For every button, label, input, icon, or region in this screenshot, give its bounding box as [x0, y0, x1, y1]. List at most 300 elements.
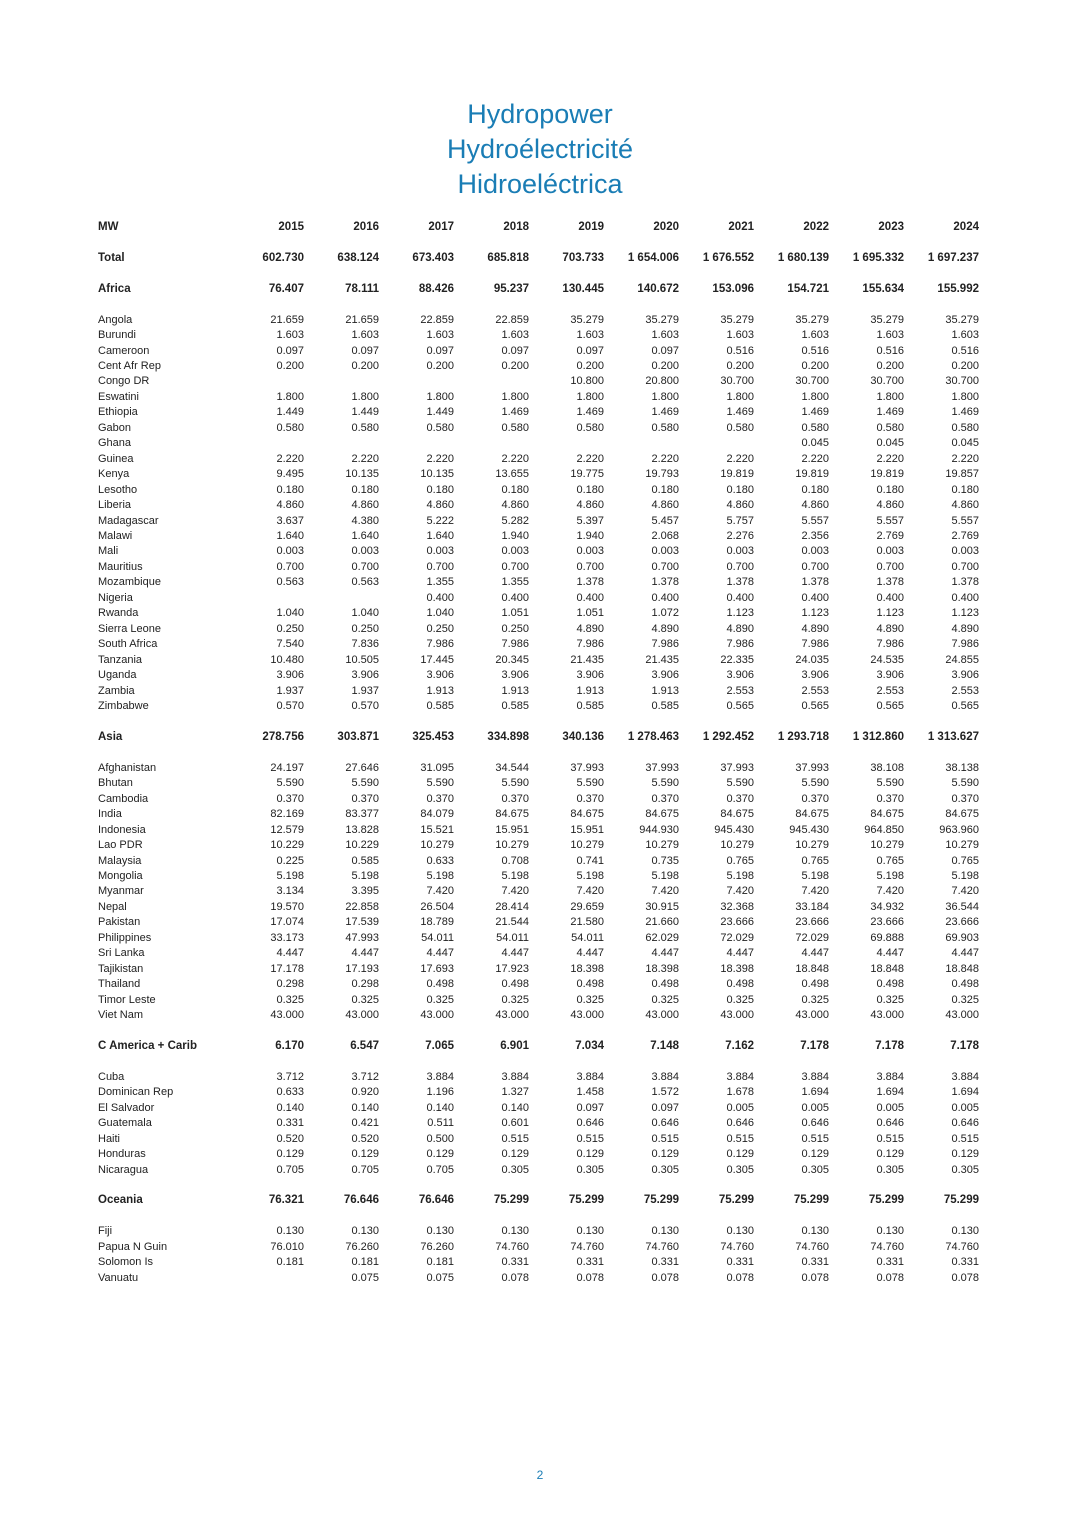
- cell-2024: 2.769: [951, 530, 979, 543]
- cell-2016: 0.130: [351, 1225, 379, 1238]
- country-row: [92, 761, 979, 776]
- cell-2021: 3.906: [726, 669, 754, 682]
- country-row: [92, 653, 979, 668]
- cell-2018: 0.700: [501, 560, 529, 573]
- row-label: Timor Leste: [98, 993, 156, 1006]
- cell-2024: 1.603: [951, 329, 979, 342]
- cell-2023: 69.888: [870, 931, 904, 944]
- cell-2017: 0.180: [426, 483, 454, 496]
- cell-2018: 2018: [503, 221, 529, 233]
- cell-2019: 0.305: [576, 1163, 604, 1176]
- cell-2018: 54.011: [496, 931, 529, 944]
- cell-2021: 0.700: [726, 560, 754, 573]
- cell-2024: 74.760: [945, 1240, 979, 1253]
- cell-2018: 2.220: [501, 452, 529, 465]
- cell-2016: 43.000: [345, 1009, 379, 1022]
- cell-2015: 0.129: [276, 1148, 304, 1161]
- country-row: [92, 668, 979, 683]
- cell-2019: 1.378: [576, 576, 604, 589]
- cell-2023: 1 695.332: [852, 251, 904, 264]
- cell-2016: 1.800: [351, 390, 379, 403]
- cell-2018: 0.180: [501, 483, 529, 496]
- cell-2023: 1.123: [876, 607, 904, 620]
- cell-2017: 1.913: [426, 684, 454, 697]
- cell-2021: 19.819: [720, 468, 754, 481]
- cell-2016: 0.370: [351, 792, 379, 805]
- cell-2023: 5.590: [876, 777, 904, 790]
- cell-2022: 1.694: [801, 1086, 829, 1099]
- cell-2019: 75.299: [568, 1194, 604, 1207]
- cell-2024: 5.198: [951, 869, 979, 882]
- cell-2015: 17.178: [270, 962, 304, 975]
- cell-2020: 35.279: [645, 313, 679, 326]
- cell-2015: 0.180: [276, 483, 304, 496]
- cell-2021: 1.123: [726, 607, 754, 620]
- cell-2024: 963.960: [939, 823, 979, 836]
- cell-2017: 2017: [428, 221, 454, 233]
- cell-2021: 1.378: [726, 576, 754, 589]
- cell-2016: 0.705: [351, 1163, 379, 1176]
- cell-2021: 2.220: [726, 452, 754, 465]
- cell-2017: 1.640: [426, 530, 454, 543]
- cell-2023: 38.108: [870, 761, 904, 774]
- row-label: South Africa: [98, 638, 158, 651]
- cell-2024: 19.857: [945, 468, 979, 481]
- cell-2022: 0.580: [801, 421, 829, 434]
- cell-2023: 0.325: [876, 993, 904, 1006]
- cell-2015: 0.130: [276, 1225, 304, 1238]
- cell-2023: 30.700: [870, 375, 904, 388]
- cell-2023: 4.890: [876, 622, 904, 635]
- cell-2016: 10.135: [345, 468, 379, 481]
- cell-2020: 0.331: [651, 1256, 679, 1269]
- cell-2023: 10.279: [870, 839, 904, 852]
- cell-2017: 0.633: [426, 854, 454, 867]
- cell-2016: 2016: [353, 221, 379, 233]
- cell-2019: 0.180: [576, 483, 604, 496]
- cell-2018: 0.097: [501, 344, 529, 357]
- row-label: Burundi: [98, 329, 136, 342]
- cell-2018: [454, 436, 529, 451]
- cell-2017: 0.325: [426, 993, 454, 1006]
- cell-2021: 35.279: [720, 313, 754, 326]
- cell-2021: 43.000: [720, 1009, 754, 1022]
- cell-2022: 0.498: [801, 978, 829, 991]
- cell-2021: 0.580: [726, 421, 754, 434]
- cell-2023: 0.180: [876, 483, 904, 496]
- cell-2021: 3.884: [726, 1070, 754, 1083]
- cell-2017: 22.859: [420, 313, 454, 326]
- cell-2018: 4.447: [501, 947, 529, 960]
- cell-2015: 0.140: [276, 1101, 304, 1114]
- cell-2021: 0.515: [726, 1132, 754, 1145]
- cell-2015: 1.640: [276, 530, 304, 543]
- cell-2018: 75.299: [493, 1194, 529, 1207]
- cell-2019: 1.913: [576, 684, 604, 697]
- cell-2017: 1.449: [426, 406, 454, 419]
- cell-2015: 33.173: [270, 931, 304, 944]
- cell-2022: 0.078: [801, 1271, 829, 1284]
- cell-2021: 0.498: [726, 978, 754, 991]
- cell-2015: 82.169: [270, 808, 304, 821]
- cell-2017: 88.426: [418, 282, 454, 295]
- cell-2015: 1.603: [276, 329, 304, 342]
- cell-2021: 0.078: [726, 1271, 754, 1284]
- cell-2018: 17.923: [495, 962, 529, 975]
- cell-2020: 0.646: [651, 1117, 679, 1130]
- cell-2022: 2.356: [801, 530, 829, 543]
- cell-2015: 0.370: [276, 792, 304, 805]
- country-row: [92, 560, 979, 575]
- cell-2024: 0.580: [951, 421, 979, 434]
- country-row: [92, 854, 979, 869]
- cell-2015: 10.480: [270, 653, 304, 666]
- country-row: [92, 1240, 979, 1255]
- cell-2022: 0.200: [801, 360, 829, 373]
- cell-2023: 23.666: [870, 916, 904, 929]
- cell-2017: 673.403: [412, 251, 454, 264]
- cell-2024: 36.544: [945, 900, 979, 913]
- cell-2020: 0.700: [651, 560, 679, 573]
- cell-2019: 0.498: [576, 978, 604, 991]
- row-label: Nepal: [98, 900, 127, 913]
- cell-2024: 0.130: [951, 1225, 979, 1238]
- cell-2021: 0.370: [726, 792, 754, 805]
- cell-2016: 78.111: [345, 282, 379, 295]
- cell-2015: 0.003: [276, 545, 304, 558]
- cell-2022: 0.370: [801, 792, 829, 805]
- cell-2019: 1.603: [576, 329, 604, 342]
- cell-2021: 2021: [728, 221, 754, 233]
- cell-2015: [250, 1271, 304, 1286]
- cell-2022: 7.178: [800, 1039, 829, 1052]
- cell-2023: 4.860: [876, 499, 904, 512]
- cell-2022: 30.700: [795, 375, 829, 388]
- row-label: Kenya: [98, 468, 130, 481]
- cell-2022: 3.906: [801, 669, 829, 682]
- cell-2020: 0.305: [651, 1163, 679, 1176]
- cell-2016: 27.646: [345, 761, 379, 774]
- country-row: [92, 529, 979, 544]
- cell-2021: 1.469: [726, 406, 754, 419]
- cell-2016: 0.563: [351, 576, 379, 589]
- cell-2015: 0.298: [276, 978, 304, 991]
- cell-2024: 30.700: [945, 375, 979, 388]
- cell-2021: [679, 436, 754, 451]
- cell-2018: 0.200: [501, 360, 529, 373]
- country-row: [92, 993, 979, 1008]
- cell-2019: 703.733: [562, 251, 604, 264]
- cell-2016: 303.871: [337, 730, 379, 743]
- cell-2017: [379, 374, 454, 389]
- cell-2020: 0.735: [651, 854, 679, 867]
- cell-2021: 0.646: [726, 1117, 754, 1130]
- country-row: [92, 1147, 979, 1162]
- country-row: [92, 344, 979, 359]
- cell-2016: 3.906: [351, 669, 379, 682]
- cell-2022: 4.890: [801, 622, 829, 635]
- cell-2018: 1.800: [501, 390, 529, 403]
- cell-2020: 4.860: [651, 499, 679, 512]
- cell-2019: 7.034: [575, 1039, 604, 1052]
- cell-2022: 1.123: [801, 607, 829, 620]
- cell-2023: 155.634: [862, 282, 904, 295]
- cell-2019: 1.940: [576, 530, 604, 543]
- row-label: Fiji: [98, 1225, 113, 1238]
- cell-2023: 35.279: [870, 313, 904, 326]
- cell-2017: [379, 436, 454, 451]
- country-row: [92, 1116, 979, 1131]
- cell-2024: 1 313.627: [927, 730, 979, 743]
- cell-2021: 4.447: [726, 947, 754, 960]
- cell-2020: 1.913: [651, 684, 679, 697]
- cell-2018: 0.370: [501, 792, 529, 805]
- cell-2021: 0.130: [726, 1225, 754, 1238]
- cell-2024: 7.178: [950, 1039, 979, 1052]
- row-label: El Salvador: [98, 1101, 155, 1114]
- country-row: [92, 1255, 979, 1270]
- country-row: [92, 498, 979, 513]
- cell-2015: 43.000: [270, 1009, 304, 1022]
- cell-2024: 3.884: [951, 1070, 979, 1083]
- cell-2021: 4.860: [726, 499, 754, 512]
- cell-2015: 76.407: [268, 282, 304, 295]
- cell-2019: 10.279: [570, 839, 604, 852]
- cell-2016: 0.920: [351, 1086, 379, 1099]
- cell-2017: 0.200: [426, 360, 454, 373]
- cell-2015: 0.705: [276, 1163, 304, 1176]
- cell-2024: 69.903: [945, 931, 979, 944]
- cell-2017: 5.222: [426, 514, 454, 527]
- cell-2022: 1 680.139: [777, 251, 829, 264]
- row-label: India: [98, 808, 122, 821]
- cell-2021: 30.700: [720, 375, 754, 388]
- cell-2017: 84.079: [420, 808, 454, 821]
- cell-2017: 31.095: [420, 761, 454, 774]
- cell-2017: 17.445: [420, 653, 454, 666]
- country-row: [92, 1224, 979, 1239]
- cell-2024: 0.400: [951, 591, 979, 604]
- cell-2015: 3.906: [276, 669, 304, 682]
- cell-2017: 7.986: [426, 638, 454, 651]
- country-row: [92, 436, 979, 451]
- cell-2020: 1.603: [651, 329, 679, 342]
- row-label: Cameroon: [98, 344, 150, 357]
- cell-2023: 0.129: [876, 1148, 904, 1161]
- cell-2022: 0.325: [801, 993, 829, 1006]
- cell-2017: 0.585: [426, 700, 454, 712]
- cell-2022: 1 293.718: [777, 730, 829, 743]
- cell-2018: 0.498: [501, 978, 529, 991]
- cell-2022: 74.760: [795, 1240, 829, 1253]
- row-label: Nicaragua: [98, 1163, 149, 1176]
- cell-2015: 0.325: [276, 993, 304, 1006]
- cell-2024: 23.666: [945, 916, 979, 929]
- cell-2018: 1.603: [501, 329, 529, 342]
- cell-2022: 0.400: [801, 591, 829, 604]
- cell-2023: 7.420: [876, 885, 904, 898]
- country-row: [92, 421, 979, 436]
- cell-2023: 3.906: [876, 669, 904, 682]
- row-label: Solomon Is: [98, 1256, 154, 1269]
- cell-2017: 18.789: [420, 916, 454, 929]
- cell-2022: 0.129: [801, 1148, 829, 1161]
- cell-2021: 84.675: [720, 808, 754, 821]
- cell-2017: 43.000: [420, 1009, 454, 1022]
- cell-2024: 84.675: [945, 808, 979, 821]
- cell-2024: 1.123: [951, 607, 979, 620]
- cell-2015: 3.712: [276, 1070, 304, 1083]
- cell-2015: 0.580: [276, 421, 304, 434]
- cell-2024: 0.515: [951, 1132, 979, 1145]
- cell-2022: 19.819: [795, 468, 829, 481]
- total-row: [92, 251, 979, 266]
- cell-2019: 1.458: [576, 1086, 604, 1099]
- cell-2022: 0.005: [801, 1101, 829, 1114]
- cell-2020: 21.660: [645, 916, 679, 929]
- cell-2016: 1.040: [351, 607, 379, 620]
- cell-2015: 9.495: [276, 468, 304, 481]
- cell-2020: 43.000: [645, 1009, 679, 1022]
- cell-2024: 0.700: [951, 560, 979, 573]
- cell-2021: 0.331: [726, 1256, 754, 1269]
- country-row: [92, 699, 979, 714]
- cell-2024: 24.855: [945, 653, 979, 666]
- cell-2021: 1.800: [726, 390, 754, 403]
- cell-2023: 34.932: [870, 900, 904, 913]
- cell-2022: 75.299: [793, 1194, 829, 1207]
- row-label: Sierra Leone: [98, 622, 161, 635]
- cell-2020: 4.890: [651, 622, 679, 635]
- cell-2018: 15.951: [495, 823, 529, 836]
- cell-2015: 12.579: [270, 823, 304, 836]
- cell-2016: 76.260: [345, 1240, 379, 1253]
- cell-2021: 4.890: [726, 622, 754, 635]
- cell-2021: 5.590: [726, 777, 754, 790]
- cell-2021: 18.398: [720, 962, 754, 975]
- country-row: [92, 544, 979, 559]
- cell-2022: 0.565: [801, 700, 829, 712]
- cell-2018: 1.940: [501, 530, 529, 543]
- cell-2019: 21.580: [570, 916, 604, 929]
- cell-2023: 0.370: [876, 792, 904, 805]
- cell-2022: 0.331: [801, 1256, 829, 1269]
- country-row: [92, 792, 979, 807]
- row-label: Uganda: [98, 669, 137, 682]
- country-row: [92, 328, 979, 343]
- cell-2019: 84.675: [570, 808, 604, 821]
- cell-2020: 0.129: [651, 1148, 679, 1161]
- cell-2015: 6.170: [275, 1039, 304, 1052]
- cell-2024: 0.078: [951, 1271, 979, 1284]
- cell-2024: 155.992: [937, 282, 979, 295]
- cell-2021: 945.430: [714, 823, 754, 836]
- cell-2021: 75.299: [718, 1194, 754, 1207]
- hydropower-capacity-table: [92, 220, 979, 1286]
- cell-2024: 1.469: [951, 406, 979, 419]
- cell-2016: 1.449: [351, 406, 379, 419]
- cell-2015: 0.250: [276, 622, 304, 635]
- cell-2023: 0.580: [876, 421, 904, 434]
- row-label: Africa: [98, 282, 131, 295]
- cell-2018: 3.906: [501, 669, 529, 682]
- cell-2018: 0.325: [501, 993, 529, 1006]
- cell-2018: 0.601: [501, 1117, 529, 1130]
- country-row: [92, 591, 979, 606]
- cell-2022: 3.884: [801, 1070, 829, 1083]
- cell-2021: 0.129: [726, 1148, 754, 1161]
- cell-2024: 4.447: [951, 947, 979, 960]
- cell-2019: 0.400: [576, 591, 604, 604]
- cell-2023: 18.848: [870, 962, 904, 975]
- cell-2016: 2.220: [351, 452, 379, 465]
- row-label: Sri Lanka: [98, 947, 145, 960]
- row-label: Nigeria: [98, 591, 133, 604]
- cell-2015: 0.225: [276, 854, 304, 867]
- cell-2023: 0.565: [876, 700, 904, 712]
- cell-2024: 7.420: [951, 885, 979, 898]
- cell-2017: 0.500: [426, 1132, 454, 1145]
- row-label: Mauritius: [98, 560, 143, 573]
- cell-2019: 5.397: [576, 514, 604, 527]
- cell-2019: 0.078: [576, 1271, 604, 1284]
- cell-2018: 1.051: [501, 607, 529, 620]
- row-label: Vanuatu: [98, 1271, 139, 1284]
- cell-2019: 4.860: [576, 499, 604, 512]
- cell-2023: 1.694: [876, 1086, 904, 1099]
- country-row: [92, 807, 979, 822]
- cell-2024: 3.906: [951, 669, 979, 682]
- spacer-row: [92, 714, 979, 729]
- cell-2024: 10.279: [945, 839, 979, 852]
- cell-2016: 0.421: [351, 1117, 379, 1130]
- cell-2017: 15.521: [420, 823, 454, 836]
- cell-2016: 10.229: [345, 839, 379, 852]
- cell-2015: [250, 591, 304, 606]
- cell-2020: 84.675: [645, 808, 679, 821]
- cell-2020: 37.993: [645, 761, 679, 774]
- cell-2022: 2022: [803, 221, 829, 233]
- cell-2024: 0.498: [951, 978, 979, 991]
- row-label: Afghanistan: [98, 761, 157, 774]
- cell-2020: 1.800: [651, 390, 679, 403]
- cell-2017: 7.420: [426, 885, 454, 898]
- cell-2020: 0.097: [651, 344, 679, 357]
- cell-2018: 0.400: [501, 591, 529, 604]
- cell-2019: 18.398: [570, 962, 604, 975]
- cell-2017: 0.370: [426, 792, 454, 805]
- cell-2023: 84.675: [870, 808, 904, 821]
- country-row: [92, 606, 979, 621]
- cell-2015: 1.040: [276, 607, 304, 620]
- row-label: Oceania: [98, 1194, 143, 1207]
- cell-2023: 5.557: [876, 514, 904, 527]
- cell-2016: 1.937: [351, 684, 379, 697]
- row-label: Ethiopia: [98, 406, 138, 419]
- cell-2016: [304, 591, 379, 606]
- cell-2019: 0.646: [576, 1117, 604, 1130]
- cell-2017: 0.705: [426, 1163, 454, 1176]
- cell-2017: 325.453: [412, 730, 454, 743]
- cell-2020: 21.435: [645, 653, 679, 666]
- cell-2020: 10.279: [645, 839, 679, 852]
- cell-2018: [454, 374, 529, 389]
- cell-2019: 0.700: [576, 560, 604, 573]
- cell-2022: 24.035: [795, 653, 829, 666]
- row-label: C America + Carib: [98, 1039, 197, 1052]
- cell-2022: 0.515: [801, 1132, 829, 1145]
- cell-2023: 19.819: [870, 468, 904, 481]
